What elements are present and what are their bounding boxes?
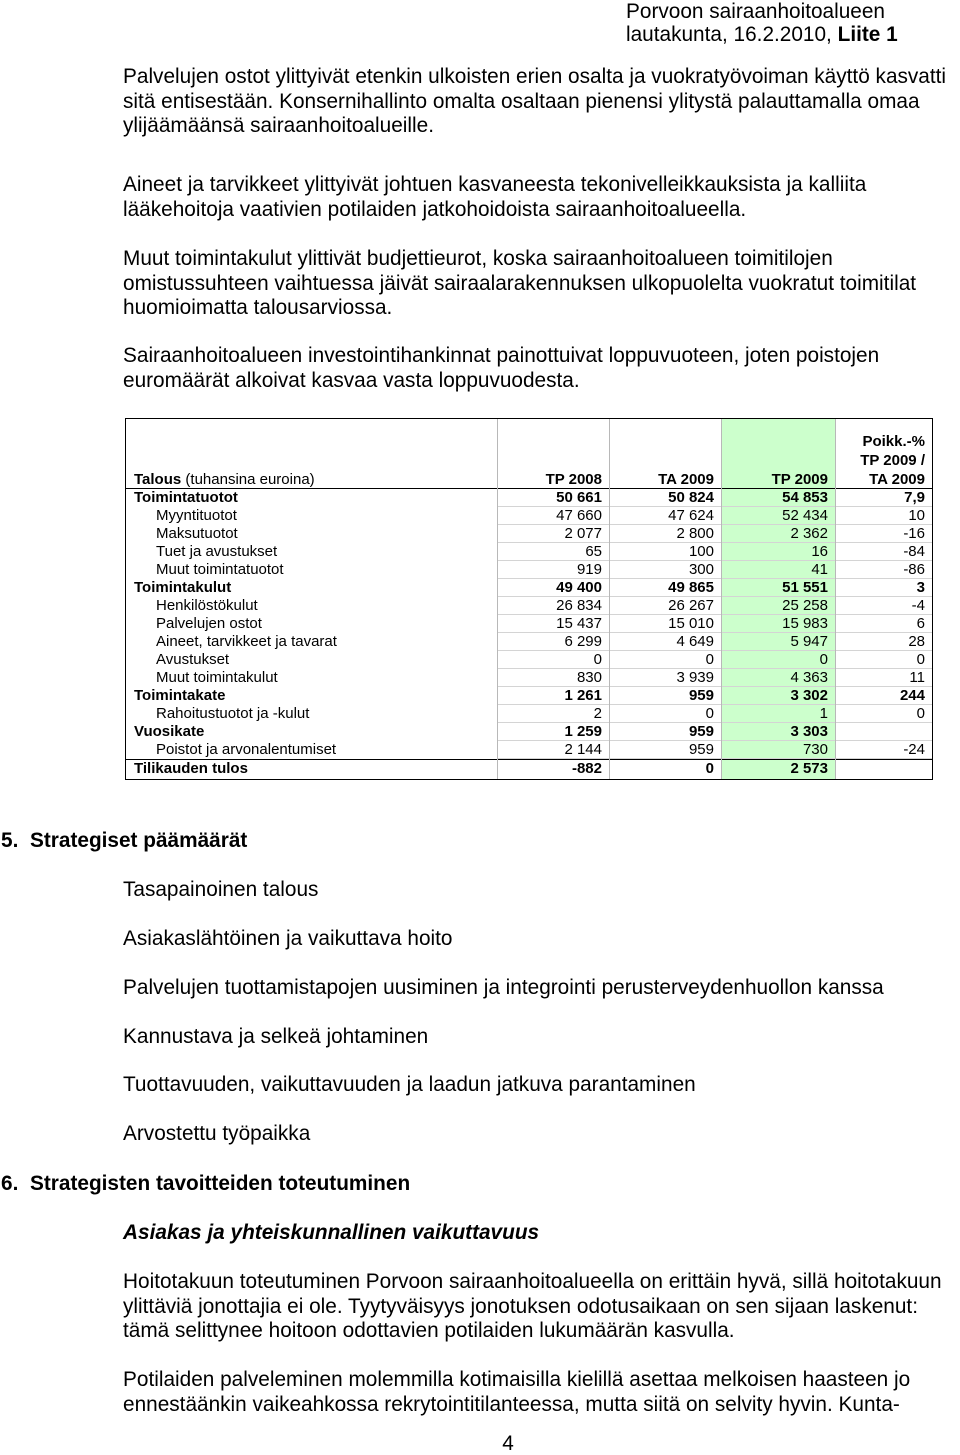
goal-item: Kannustava ja selkeä johtaminen [123,1025,429,1048]
value-variance: 0 [835,705,932,723]
paragraph-line: Palvelujen ostot ylittyivät etenkin ulkoisten erien osalta ja vuokratyövoiman käyttö kasvatti [123,65,947,88]
table-row [126,615,932,633]
value-tp-2008: -882 [497,759,609,779]
value-tp-2009: 51 551 [721,579,835,597]
value-ta-2009: 47 624 [609,507,721,525]
value-ta-2009: 0 [609,705,721,723]
value-ta-2009: 100 [609,543,721,561]
paragraph-line: euromäärät alkoivat kasvaa vasta loppuvuodesta. [123,368,580,392]
row-label: Myyntituotot [156,507,237,524]
goal-item: Tasapainoinen talous [123,878,319,901]
value-ta-2009: 26 267 [609,597,721,615]
table-header-row [126,419,932,489]
row-label: Henkilöstökulut [156,597,258,614]
value-variance: 11 [835,669,932,687]
section-6-subheading: Asiakas ja yhteiskunnallinen vaikuttavuus [123,1221,540,1244]
value-variance: -4 [835,597,932,615]
paragraph-line: ennestäänkin vaikeahkossa rekrytointitilanteessa, mutta siitä on selvity hyvin. Kunta- [123,1392,900,1416]
row-label: Vuosikate [134,723,205,740]
value-tp-2008: 47 660 [497,507,609,525]
col-header-tp-2008: TP 2008 [497,419,609,489]
value-tp-2009: 41 [721,561,835,579]
paragraph-line: lääkehoitoja vaativien potilaiden jatkohoidoista sairaanhoitoalueella. [123,197,747,221]
table-title-label: Talous [134,471,182,488]
value-tp-2008: 0 [497,651,609,669]
row-label: Maksutuotot [156,525,238,542]
variance-header-line: TA 2009 [869,471,925,488]
value-tp-2009: 2 362 [721,525,835,543]
table-row [126,597,932,615]
table-title-unit: (tuhansina euroina) [185,471,315,488]
value-ta-2009: 50 824 [609,489,721,507]
section-6-number: 6. [1,1172,19,1195]
value-ta-2009: 15 010 [609,615,721,633]
table-row [126,723,932,741]
paragraph [123,247,916,321]
value-variance: -16 [835,525,932,543]
finance-table-grid [126,419,932,779]
value-tp-2008: 1 261 [497,687,609,705]
value-tp-2008: 50 661 [497,489,609,507]
value-tp-2009: 1 [721,705,835,723]
goal-item: Tuottavuuden, vaikuttavuuden ja laadun jatkuva parantaminen [123,1073,696,1096]
paragraph-line: ylittäviä jonottajia ei ole. Tyytyväisyys jonotuksen odotusaikaan on sen sijaan laskenut: [123,1294,918,1318]
value-ta-2009: 300 [609,561,721,579]
table-row [126,741,932,759]
paragraph-line: sitä entisestään. Konsernihallinto omalta osaltaan pienensi ylitystä palauttamalla omaa [123,89,920,113]
table-row [126,633,932,651]
paragraph-line: Muut toimintakulut ylittivät budjettieurot, koska sairaanhoitoalueen toimitilojen [123,247,833,270]
value-variance: 7,9 [835,489,932,507]
value-tp-2009: 5 947 [721,633,835,651]
page-number: 4 [502,1432,514,1455]
value-ta-2009: 4 649 [609,633,721,651]
row-label: Poistot ja arvonalentumiset [156,741,337,758]
value-tp-2009: 3 303 [721,723,835,741]
value-tp-2009: 0 [721,651,835,669]
section-6-title: Strategisten tavoitteiden toteutuminen [30,1172,411,1195]
value-tp-2008: 6 299 [497,633,609,651]
paragraph [123,1368,910,1417]
paragraph [123,344,879,393]
value-tp-2008: 830 [497,669,609,687]
table-row [126,669,932,687]
table-row [126,543,932,561]
row-label: Avustukset [156,651,230,668]
paragraph [123,1270,942,1344]
paragraph-line: Aineet ja tarvikkeet ylittyivät johtuen kasvaneesta tekonivelleikkauksista ja kalliita [123,173,867,196]
value-tp-2008: 1 259 [497,723,609,741]
value-tp-2009: 25 258 [721,597,835,615]
value-tp-2008: 2 [497,705,609,723]
value-ta-2009: 0 [609,651,721,669]
value-ta-2009: 959 [609,741,721,759]
header-line-2 [626,23,898,46]
value-ta-2009: 959 [609,723,721,741]
value-tp-2009: 3 302 [721,687,835,705]
value-tp-2009: 54 853 [721,489,835,507]
goal-item: Asiakaslähtöinen ja vaikuttava hoito [123,927,453,950]
table-row [126,561,932,579]
col-header-ta-2009: TA 2009 [609,419,721,489]
value-variance [835,723,932,741]
table-row-result [126,759,932,779]
value-tp-2009: 15 983 [721,615,835,633]
value-variance: 0 [835,651,932,669]
value-ta-2009: 2 800 [609,525,721,543]
value-tp-2009: 16 [721,543,835,561]
value-tp-2009: 2 573 [721,759,835,779]
goal-item: Arvostettu työpaikka [123,1122,311,1145]
table-row [126,507,932,525]
value-ta-2009: 49 865 [609,579,721,597]
value-variance: -24 [835,741,932,759]
row-label: Rahoitustuotot ja -kulut [156,705,310,722]
value-variance: 10 [835,507,932,525]
finance-table [125,418,933,780]
variance-header-line: TP 2009 / [860,452,925,469]
table-row [126,651,932,669]
value-variance: 6 [835,615,932,633]
paragraph-line: huomioimatta talousarviossa. [123,296,393,319]
variance-header-line: Poikk.-% [862,433,925,450]
table-row [126,579,932,597]
value-variance: 244 [835,687,932,705]
row-label: Palvelujen ostot [156,615,262,632]
paragraph-line: tämä selittynee hoitoon odottavien potilaiden lukumäärän kasvulla. [123,1319,735,1342]
col-header-variance [835,419,932,489]
row-label: Tilikauden tulos [126,759,497,779]
table-title [126,419,497,489]
value-tp-2008: 26 834 [497,597,609,615]
row-label: Toimintakate [134,687,226,704]
value-tp-2009: 730 [721,741,835,759]
value-tp-2009: 52 434 [721,507,835,525]
paragraph-line: Potilaiden palveleminen molemmilla kotimaisilla kielillä asettaa melkoisen haasteen jo [123,1368,911,1391]
value-tp-2008: 65 [497,543,609,561]
table-row [126,705,932,723]
value-tp-2008: 49 400 [497,579,609,597]
paragraph-line: ylijäämäänsä sairaanhoitoalueille. [123,114,434,137]
value-variance [835,759,932,779]
value-tp-2008: 2 077 [497,525,609,543]
value-tp-2008: 919 [497,561,609,579]
row-label: Muut toimintakulut [156,669,278,686]
document-header [626,0,898,46]
value-ta-2009: 0 [609,759,721,779]
table-row [126,489,932,507]
section-5-number: 5. [1,829,19,852]
row-label: Tuet ja avustukset [156,543,278,560]
section-5-title: Strategiset päämäärät [30,829,248,852]
value-variance: 3 [835,579,932,597]
col-header-tp-2009: TP 2009 [721,419,835,489]
row-label: Toimintatuotot [134,489,238,506]
paragraph-line: Hoitotakuun toteutuminen Porvoon sairaanhoitoalueella on erittäin hyvä, sillä hoitotakuun [123,1270,942,1293]
paragraph-line: omistussuhteen vaihtuessa jäivät sairaalarakennuksen ulkopuolelta vuokratut toimitilat [123,271,917,295]
value-ta-2009: 3 939 [609,669,721,687]
value-variance: 28 [835,633,932,651]
paragraph [123,65,946,139]
value-variance: -84 [835,543,932,561]
header-attachment: Liite 1 [837,23,898,46]
header-line-1: Porvoon sairaanhoitoalueen [626,0,885,23]
paragraph [123,173,866,222]
table-row [126,525,932,543]
header-date: lautakunta, 16.2.2010, [626,23,832,46]
row-label: Toimintakulut [134,579,232,596]
value-tp-2008: 15 437 [497,615,609,633]
table-row [126,687,932,705]
value-ta-2009: 959 [609,687,721,705]
goal-item: Palvelujen tuottamistapojen uusiminen ja integrointi perusterveydenhuollon kanssa [123,976,884,999]
row-label: Muut toimintatuotot [156,561,284,578]
value-variance: -86 [835,561,932,579]
row-label: Aineet, tarvikkeet ja tavarat [156,633,337,650]
value-tp-2009: 4 363 [721,669,835,687]
paragraph-line: Sairaanhoitoalueen investointihankinnat painottuivat loppuvuoteen, joten poistojen [123,344,880,367]
value-tp-2008: 2 144 [497,741,609,759]
